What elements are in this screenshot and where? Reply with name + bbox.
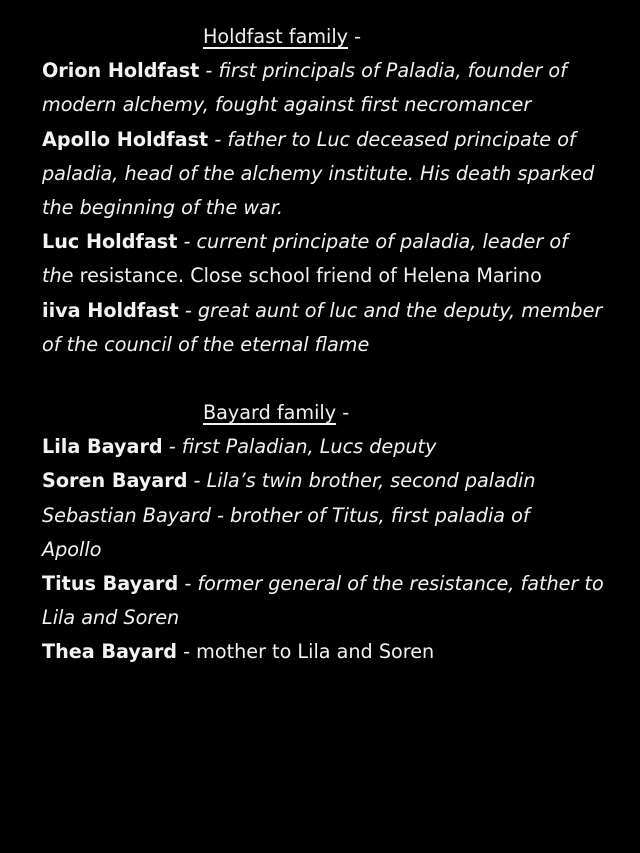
entry-sebastian-line-1 [42,499,622,533]
entry-titus-desc-2: Lila and Soren [42,606,180,630]
entry-luc-line-2 [42,259,622,293]
entry-sebastian-line-2 [42,533,622,567]
entry-titus-line-2 [42,601,622,635]
entry-sebastian-desc-1-italic: first paladia of [390,503,530,527]
entry-soren-line-1 [42,464,622,498]
entry-iiva-line-1 [42,294,622,328]
entry-apollo-desc-3: the beginning of the war. [42,195,284,219]
section-spacer [42,362,622,396]
holdfast-heading [42,20,622,54]
entry-sebastian-name: Sebastian Bayard [42,503,211,527]
entry-titus-name: Titus Bayard [42,572,179,595]
entry-titus-desc-1: - former general of the resistance, father to [178,572,604,595]
entry-orion-line-2 [42,88,622,122]
entry-orion-desc-2: modern alchemy, fought against first necromancer [42,93,532,117]
entry-lila-desc-1: - first Paladian, Lucs deputy [162,435,437,459]
holdfast-heading-title: Holdfast family [203,25,349,48]
entry-sebastian-desc-1-plain: - brother of Titus, [210,503,391,527]
entry-lila-line-1 [42,430,622,464]
entry-thea-line-1 [42,635,622,669]
bayard-heading-suffix: - [336,401,350,425]
entry-apollo-desc-1: - father to Luc deceased principate of [208,127,576,151]
bayard-heading [42,396,622,430]
entry-soren-desc-1: - Lila’s twin brother, second paladin [187,469,536,493]
entry-orion-name: Orion Holdfast [42,59,200,83]
entry-sebastian-desc-2: Apollo [42,537,102,561]
entry-iiva-desc-1: - great aunt of luc and the deputy, member [178,298,603,322]
entry-apollo-desc-2: paladia, head of the alchemy institute. His death sparked [42,161,595,185]
holdfast-heading-suffix: - [348,25,362,48]
entry-thea-desc-1: - mother to Lila and Soren [177,640,435,664]
entry-apollo-line-1 [42,123,622,157]
entry-soren-name: Soren Bayard [42,469,188,493]
bayard-heading-title: Bayard family [203,401,337,425]
entry-iiva-line-2 [42,328,622,362]
entry-luc-desc-2-plain: resistance. Close school friend of Helena Marino [73,264,542,288]
entry-luc-desc-2-italic: the [42,264,74,288]
entry-apollo-name: Apollo Holdfast [42,127,209,151]
family-notes [42,20,622,670]
entry-thea-name: Thea Bayard [42,640,178,664]
entry-luc-name: Luc Holdfast [42,230,178,254]
entry-lila-name: Lila Bayard [42,435,163,459]
entry-luc-line-1 [42,225,622,259]
entry-apollo-line-2 [42,157,622,191]
entry-orion-desc-1: - first principals of Paladia, founder of [199,59,567,83]
entry-orion-line-1 [42,54,622,88]
entry-luc-desc-1: - current principate of paladia, leader of [177,230,568,254]
entry-apollo-line-3 [42,191,622,225]
entry-titus-line-1 [42,567,622,601]
entry-iiva-name: iiva Holdfast [42,298,179,322]
entry-iiva-desc-2: of the council of the eternal flame [42,332,370,356]
